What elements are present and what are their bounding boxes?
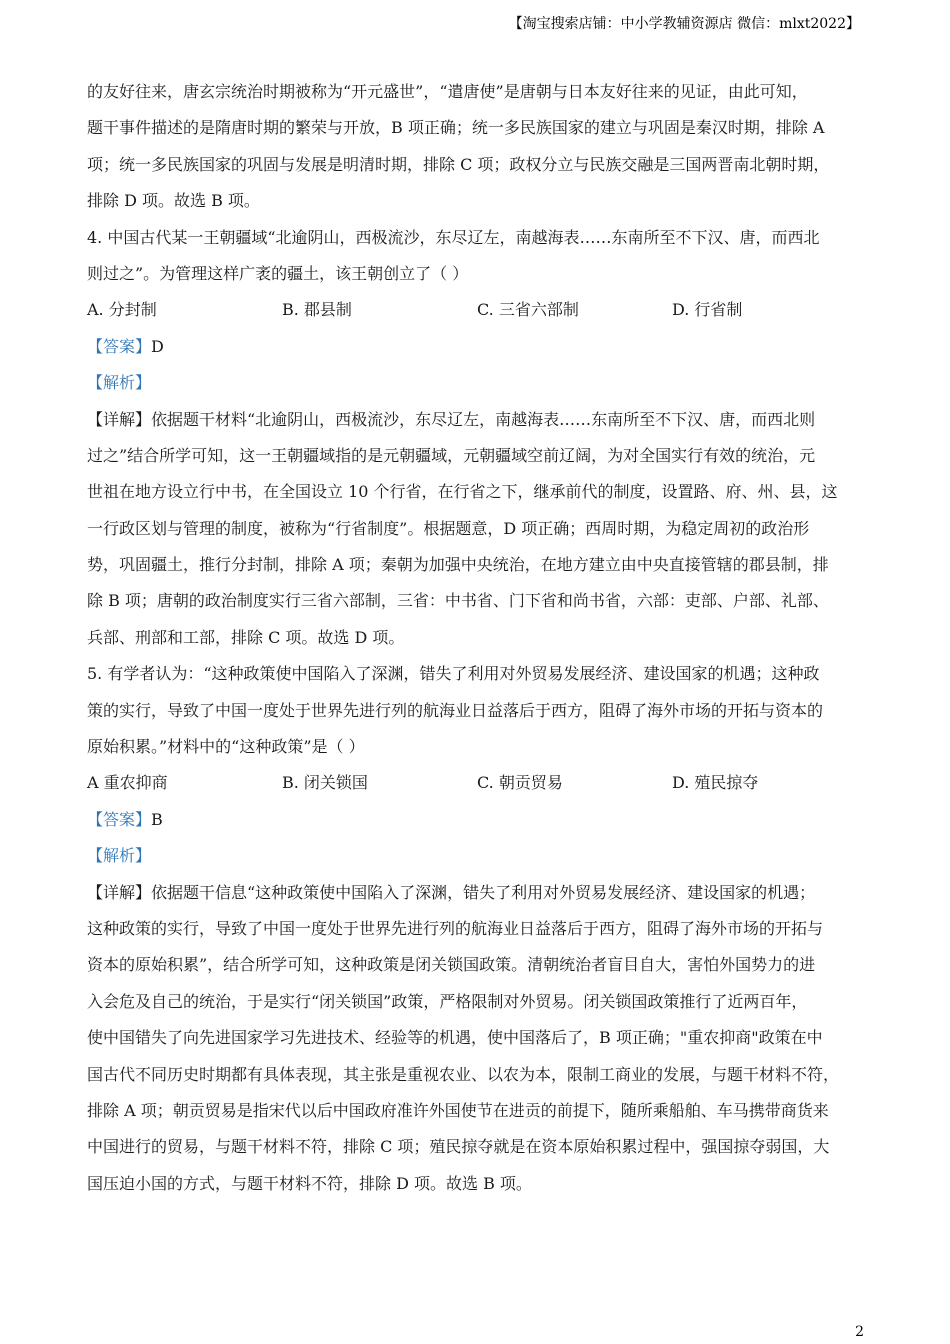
option-b: B. 闭关锁国 (282, 773, 368, 793)
option-b: B. 郡县制 (282, 300, 352, 320)
detail-text: 兵部、刑部和工部，排除 C 项。故选 D 项。 (87, 627, 405, 647)
answer-tag: 【答案】 (87, 336, 152, 356)
answer-value: B (151, 809, 163, 829)
detail-text: 资本的原始积累”，结合所学可知，这种政策是闭关锁国政策。清朝统治者盲目自大，害怕外国势力的进 (87, 955, 816, 975)
detail-text: 入会危及自己的统治，于是实行“闭关锁国”政策，严格限制对外贸易。闭关锁国政策推行了近两百年， (87, 991, 808, 1011)
answer-line (87, 329, 867, 365)
option-d: D. 行省制 (672, 300, 743, 320)
detail-text: 势，巩固疆土，推行分封制，排除 A 项；秦朝为加强中央统治，在地方建立由中央直接管辖的郡县制，排 (87, 555, 829, 575)
text-line: 的友好往来，唐玄宗统治时期被称为“开元盛世”，“遣唐使”是唐朝与日本友好往来的见证，由此可知， (87, 82, 808, 101)
option-d: D. 殖民掠夺 (672, 773, 759, 793)
question-text: 5. 有学者认为：“这种政策使中国陷入了深渊，错失了利用对外贸易发展经济、建设国家的机遇；这种政 (87, 664, 820, 684)
question-5 (87, 656, 867, 1202)
option-c: C. 三省六部制 (477, 300, 579, 320)
answer-tag: 【答案】 (87, 809, 152, 829)
detail-text: 【详解】依据题干材料“北逾阴山，西极流沙，东尽辽左，南越海表……东南所至不下汉、唐，而西北则 (87, 409, 816, 429)
detail-text: 使中国错失了向先进国家学习先进技术、经验等的机遇，使中国落后了，B 项正确；"重农抑商"政策在中 (87, 1028, 823, 1048)
question-text: 原始积累。”材料中的“这种政策”是（ ） (87, 737, 365, 757)
option-c: C. 朝贡贸易 (477, 773, 563, 793)
detail-text: 【详解】依据题干信息“这种政策使中国陷入了深渊，错失了利用对外贸易发展经济、建设国家的机遇； (87, 882, 816, 902)
question-4 (87, 220, 867, 657)
answer-line (87, 802, 867, 838)
document-body (87, 74, 867, 1202)
question-text: 策的实行，导致了中国一度处于世界先进行列的航海业日益落后于西方，阻碍了海外市场的开拓与资本的 (87, 700, 824, 720)
intro-paragraph (87, 74, 867, 220)
page-number: 2 (855, 1324, 864, 1340)
option-a: A. 分封制 (87, 300, 157, 320)
question-text: 则过之”。为管理这样广袤的疆土，该王朝创立了（ ） (87, 263, 469, 283)
text-line: 排除 D 项。故选 B 项。 (87, 191, 260, 211)
option-a: A 重农抑商 (87, 773, 168, 793)
detail-text: 中国进行的贸易，与题干材料不符，排除 C 项；殖民掠夺就是在资本原始积累过程中，强国掠夺弱国，大 (87, 1137, 830, 1157)
detail-text: 世祖在地方设立行中书，在全国设立 10 个行省，在行省之下，继承前代的制度，设置路、府、州、县，这 (87, 482, 838, 502)
detail-text: 过之”结合所学可知，这一王朝疆域指的是元朝疆域，元朝疆域空前辽阔，为对全国实行有效的统治，元 (87, 445, 816, 465)
detail-text: 这种政策的实行，导致了中国一度处于世界先进行列的航海业日益落后于西方，阻碍了海外市场的开拓与 (87, 918, 824, 938)
question-text: 4. 中国古代某一王朝疆域“北逾阴山，西极流沙，东尽辽左，南越海表……东南所至不下汉、唐，而西北 (87, 227, 820, 247)
text-line: 题干事件描述的是隋唐时期的繁荣与开放，B 项正确；统一多民族国家的建立与巩固是秦汉时期，排除 A (87, 118, 825, 138)
detail-text: 一行政区划与管理的制度，被称为“行省制度”。根据题意，D 项正确；西周时期，为稳定周初的政治形 (87, 518, 810, 538)
options-row (87, 292, 867, 328)
analysis-tag: 【解析】 (87, 373, 152, 393)
page-header: 【淘宝搜索店铺：中小学教辅资源店 微信：mlxt2022】 (508, 16, 860, 32)
detail-text: 国古代不同历史时期都有具体表现，其主张是重视农业、以农为本，限制工商业的发展，与题干材料不符， (87, 1064, 840, 1084)
options-row (87, 765, 867, 801)
answer-value: D (151, 336, 164, 356)
detail-text: 排除 A 项；朝贡贸易是指宋代以后中国政府准许外国使节在进贡的前提下，随所乘船舶、车马携带商货来 (87, 1100, 829, 1120)
analysis-tag: 【解析】 (87, 846, 152, 866)
detail-text: 国压迫小国的方式，与题干材料不符，排除 D 项。故选 B 项。 (87, 1173, 532, 1193)
text-line: 项；统一多民族国家的巩固与发展是明清时期，排除 C 项；政权分立与民族交融是三国两晋南北朝时期， (87, 154, 830, 174)
detail-text: 除 B 项；唐朝的政治制度实行三省六部制，三省：中书省、门下省和尚书省，六部：吏部、户部、礼部、 (87, 591, 829, 611)
